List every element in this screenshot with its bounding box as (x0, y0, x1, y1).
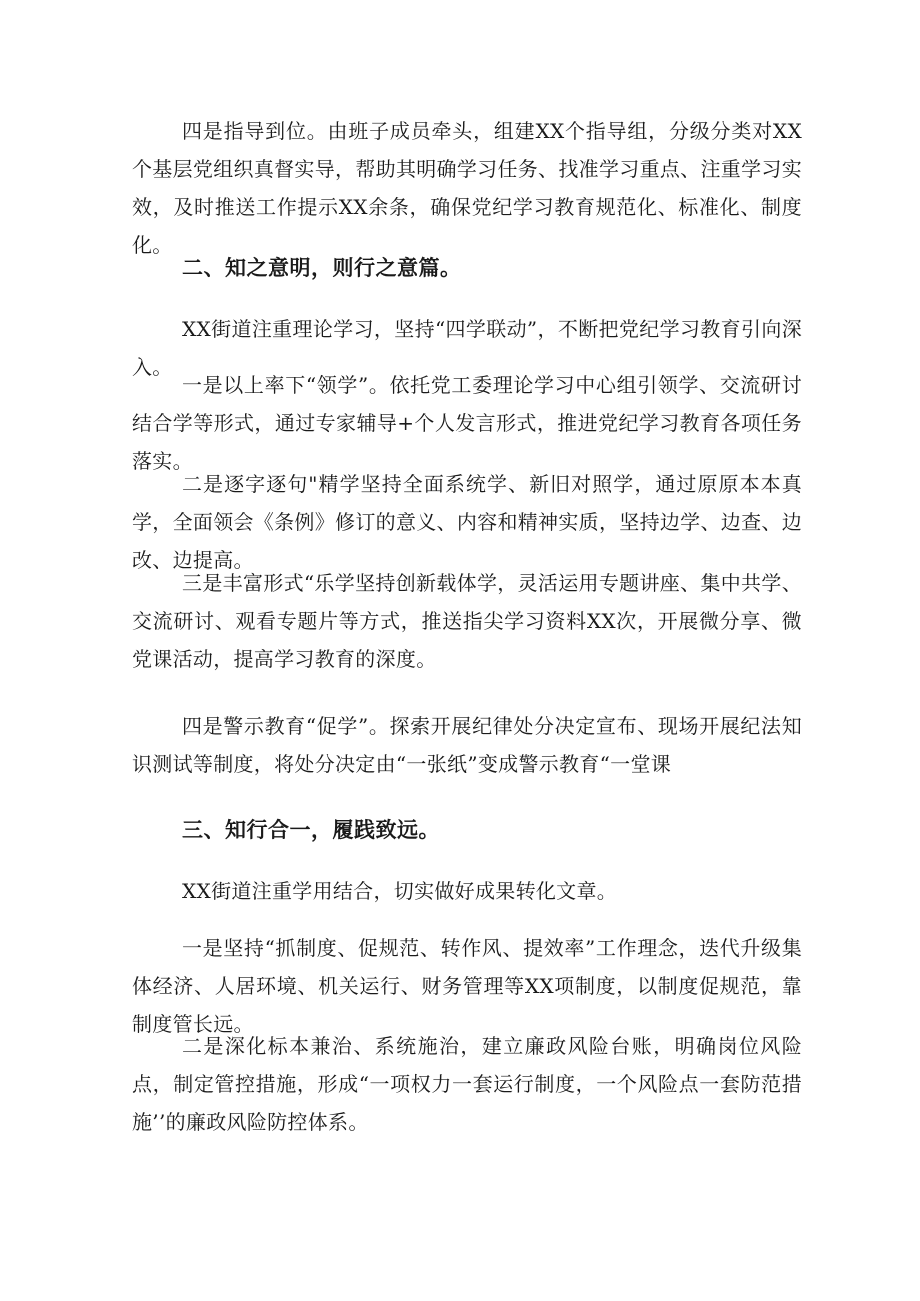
paragraph-system-building: 一是坚持“抓制度、促规范、转作风、提效率”工作理念，迭代升级集体经济、人居环境、机关运行、财务管理等XX项制度，以制度促规范，靠制度管长远。 (132, 936, 802, 1036)
section-heading-2: 二、知之意明，则行之意篇。 (182, 256, 462, 280)
paragraph-lead-study: 一是以上率下“领学”。依托党工委理论学习中心组引领学、交流研讨结合学等形式，通过专家辅导+个人发言形式，推进党纪学习教育各项任务落实。 (132, 373, 802, 473)
section-heading-3: 三、知行合一，履践致远。 (182, 818, 440, 842)
paragraph-enjoy-study: 三是丰富形式“乐学坚持创新载体学，灵活运用专题讲座、集中共学、交流研讨、观看专题片等方式，推送指尖学习资料XX次，开展微分享、微党课活动，提高学习教育的深度。 (132, 571, 802, 671)
paragraph-precise-study: 二是逐字逐句"精学坚持全面系统学、新旧对照学，通过原原本本真学，全面领会《条例》修订的意义、内容和精神实质，坚持边学、边查、边改、边提高。 (132, 472, 802, 572)
paragraph-theory-study: XX街道注重理论学习，坚持“四学联动”，不断把党纪学习教育引向深入。 (132, 317, 802, 379)
paragraph-integrity-risk: 二是深化标本兼治、系统施治，建立廉政风险台账，明确岗位风险点，制定管控措施，形成“一项权力一套运行制度，一个风险点一套防范措施’’的廉政风险防控体系。 (132, 1034, 802, 1134)
paragraph-apply-learning: XX街道注重学用结合，切实做好成果转化文章。 (182, 879, 618, 903)
paragraph-guidance: 四是指导到位。由班子成员牵头，组建XX个指导组，分级分类对XX个基层党组织真督实导，帮助其明确学习任务、找准学习重点、注重学习实效，及时推送工作提示XX余条，确保党纪学习教育规范化、标准化、制度化。 (132, 119, 802, 257)
paragraph-warning-education: 四是警示教育“促学”。探索开展纪律处分决定宣布、现场开展纪法知识测试等制度，将处分决定由“一张纸”变成警示教育“一堂课 (132, 714, 802, 776)
